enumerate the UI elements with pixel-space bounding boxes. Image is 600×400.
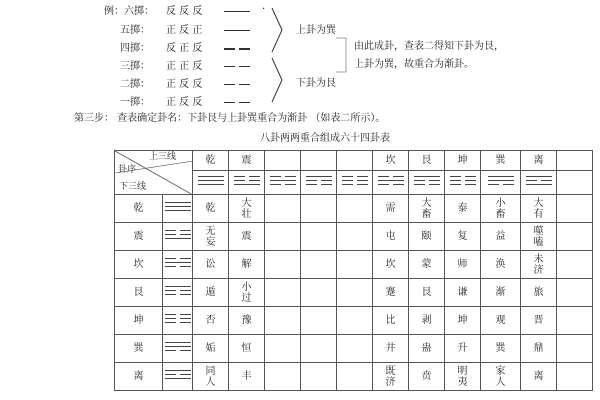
hexagram-cell: 无 妄 — [193, 223, 229, 251]
trigram-lines-icon — [165, 286, 191, 296]
hexagram-cell — [301, 363, 337, 391]
column-trigram — [301, 171, 337, 195]
column-header: 坤 — [445, 151, 481, 171]
throw-label: 一掷： — [120, 97, 150, 108]
hexagram-cell: 晋 — [521, 307, 557, 335]
hexagram-cell — [265, 195, 301, 223]
row-trigram-name: 巽 — [115, 335, 163, 363]
changing-line-mark: · — [262, 4, 266, 15]
column-header: 震 — [229, 151, 265, 171]
hexagram-cell: 比 — [373, 307, 409, 335]
row-trigram — [163, 223, 193, 251]
trigram-lines-icon — [165, 342, 191, 352]
column-trigram — [481, 171, 521, 195]
lower-brace — [270, 56, 290, 106]
hexagram-cell: 升 — [445, 335, 481, 363]
column-trigram — [445, 171, 481, 195]
yang-line — [224, 11, 250, 13]
hexagram-cell — [301, 335, 337, 363]
lower-trigram-label: 下卦为艮 — [296, 78, 336, 89]
hexagram-cell: 小 畜 — [481, 195, 521, 223]
trigram-lines-icon — [488, 176, 514, 186]
table-row — [115, 335, 593, 363]
throw-label: 二掷： — [120, 79, 150, 90]
yin-line — [224, 66, 250, 68]
column-trigram — [337, 171, 373, 195]
hexagram-cell: 遁 — [193, 279, 229, 307]
hexagram-cell: 鼎 — [521, 335, 557, 363]
coin-faces: 正 反 反 — [166, 79, 203, 90]
hexagram-cell — [265, 223, 301, 251]
hexagram-cell — [265, 335, 301, 363]
hexagram-cell — [265, 307, 301, 335]
hexagram-cell: 坤 — [445, 307, 481, 335]
hexagram-cell: 离 — [521, 363, 557, 391]
hexagram-cell: 丰 — [229, 363, 265, 391]
hexagram-cell: 大 畜 — [409, 195, 445, 223]
hexagram-cell: 剥 — [409, 307, 445, 335]
table-row — [115, 195, 593, 223]
hexagram-cell: 渐 — [481, 279, 521, 307]
hexagram-cell: 蒙 — [409, 251, 445, 279]
hexagram-cell: 井 — [373, 335, 409, 363]
upper-trigram-label: 上卦为巽 — [296, 25, 336, 36]
row-trigram-name: 坤 — [115, 307, 163, 335]
column-trigram — [265, 171, 301, 195]
row-trigram — [163, 335, 193, 363]
throw-label: 例：六掷： — [104, 6, 154, 17]
note-box — [354, 38, 504, 74]
hexagram-cell: 贲 — [409, 363, 445, 391]
column-header: 乾 — [193, 151, 229, 171]
hexagram-cell: 蹇 — [373, 279, 409, 307]
hexagram-cell: 小 过 — [229, 279, 265, 307]
throw-label: 四掷： — [120, 43, 150, 54]
trigram-lines-icon — [306, 176, 332, 186]
hexagram-cell: 乾 — [193, 195, 229, 223]
throw-label: 三掷： — [120, 61, 150, 72]
hexagram-cell: 巽 — [481, 335, 521, 363]
hexagram-cell: 解 — [229, 251, 265, 279]
column-trigram — [409, 171, 445, 195]
hexagram-cell — [337, 195, 373, 223]
hexagram-cell: 艮 — [409, 279, 445, 307]
coin-faces: 正 正 反 — [166, 61, 203, 72]
hexagram-cell: 蛊 — [409, 335, 445, 363]
hexagram-cell: 既 济 — [373, 363, 409, 391]
hexagram-cell: 大 壮 — [229, 195, 265, 223]
coin-faces: 正 反 正 — [166, 25, 203, 36]
row-trigram — [163, 307, 193, 335]
row-trigram — [163, 363, 193, 391]
trigram-lines-icon — [198, 176, 224, 186]
hexagram-cell: 大 有 — [521, 195, 557, 223]
note-connector — [334, 36, 354, 76]
hexagram-cell: 噬 嗑 — [521, 223, 557, 251]
hexagram-cell — [265, 251, 301, 279]
hexagram-cell: 豫 — [229, 307, 265, 335]
row-trigram — [163, 195, 193, 223]
hexagram-cell — [337, 335, 373, 363]
coin-faces: 反 反 反 — [166, 6, 203, 17]
hexagram-cell — [301, 195, 337, 223]
trigram-lines-icon — [165, 230, 191, 240]
hexagram-cell: 泰 — [445, 195, 481, 223]
column-trigram — [229, 171, 265, 195]
column-header: 坎 — [373, 151, 409, 171]
step3-text: 第三步： 查表确定卦名：下卦艮与上卦巽重合为渐卦 （如表二所示）。 — [74, 113, 386, 124]
yang-line — [224, 30, 250, 32]
hexagram-cell: 讼 — [193, 251, 229, 279]
trigram-lines-icon — [165, 370, 191, 380]
row-trigram-name: 离 — [115, 363, 163, 391]
hexagram-cell: 震 — [229, 223, 265, 251]
hexagram-cell: 复 — [445, 223, 481, 251]
hexagram-cell — [337, 223, 373, 251]
hexagram-cell — [337, 307, 373, 335]
table-row — [115, 251, 593, 279]
note-line-2: 上卦为巽，故重合为渐卦。 — [354, 59, 474, 70]
coin-faces: 反 正 反 — [166, 43, 203, 54]
throw-label: 五掷： — [120, 25, 150, 36]
row-trigram — [163, 251, 193, 279]
hexagram-cell: 恒 — [229, 335, 265, 363]
hexagram-cell: 颐 — [409, 223, 445, 251]
column-header — [557, 151, 593, 171]
column-header: 离 — [521, 151, 557, 171]
trigram-lines-icon — [414, 176, 440, 186]
trigram-lines-icon — [165, 202, 191, 212]
hexagram-table — [114, 150, 593, 391]
corner-order-label: 卦序 — [118, 165, 137, 175]
hexagram-cell: 明 夷 — [445, 363, 481, 391]
hexagram-cell — [337, 279, 373, 307]
trigram-lines-icon — [342, 176, 368, 186]
row-trigram-name: 艮 — [115, 279, 163, 307]
column-trigram — [373, 171, 409, 195]
hexagram-cell: 观 — [481, 307, 521, 335]
column-trigram — [193, 171, 229, 195]
corner-lower-label: 下三线 — [119, 182, 147, 192]
hexagram-cell: 家 人 — [481, 363, 521, 391]
row-trigram-name: 乾 — [115, 195, 163, 223]
hexagram-cell: 益 — [481, 223, 521, 251]
trigram-lines-icon — [234, 176, 260, 186]
note-line-1: 由此成卦，查表二得知下卦为艮， — [354, 41, 504, 52]
row-trigram — [163, 279, 193, 307]
hexagram-cell: 姤 — [193, 335, 229, 363]
hexagram-cell — [301, 279, 337, 307]
hexagram-cell — [265, 279, 301, 307]
column-header: 巽 — [481, 151, 521, 171]
trigram-lines-icon — [378, 176, 404, 186]
hexagram-cell — [337, 251, 373, 279]
table-row — [115, 307, 593, 335]
hexagram-cell: 同 人 — [193, 363, 229, 391]
hexagram-cell — [301, 223, 337, 251]
column-trigram — [521, 171, 557, 195]
table-corner — [115, 151, 193, 195]
row-trigram-name: 震 — [115, 223, 163, 251]
hexagram-cell — [337, 363, 373, 391]
table-row — [115, 363, 593, 391]
upper-brace — [270, 6, 290, 56]
yin-line — [224, 84, 250, 86]
hexagram-cell — [301, 307, 337, 335]
coin-faces: 正 反 反 — [166, 97, 203, 108]
yin-line — [224, 48, 250, 50]
trigram-lines-icon — [270, 176, 296, 186]
hexagram-cell: 需 — [373, 195, 409, 223]
row-trigram-name: 坎 — [115, 251, 163, 279]
hexagram-cell: 师 — [445, 251, 481, 279]
corner-upper-label: 上三线 — [149, 152, 177, 162]
table-title: 八卦两两重合组成六十四卦表 — [260, 133, 390, 144]
trigram-lines-icon — [526, 176, 552, 186]
hexagram-cell: 屯 — [373, 223, 409, 251]
column-header — [265, 151, 301, 171]
hexagram-cell: 涣 — [481, 251, 521, 279]
hexagram-cell: 谦 — [445, 279, 481, 307]
hexagram-cell — [265, 363, 301, 391]
column-header — [337, 151, 373, 171]
trigram-lines-icon — [165, 258, 191, 268]
trigram-lines-icon — [165, 314, 191, 324]
table-row — [115, 279, 593, 307]
table-row — [115, 223, 593, 251]
hexagram-cell — [301, 251, 337, 279]
column-header — [301, 151, 337, 171]
column-header: 艮 — [409, 151, 445, 171]
hexagram-cell: 坎 — [373, 251, 409, 279]
trigram-lines-icon — [450, 176, 476, 186]
yin-line — [224, 102, 250, 104]
hexagram-cell: 旅 — [521, 279, 557, 307]
hexagram-cell: 否 — [193, 307, 229, 335]
hexagram-cell: 未 济 — [521, 251, 557, 279]
